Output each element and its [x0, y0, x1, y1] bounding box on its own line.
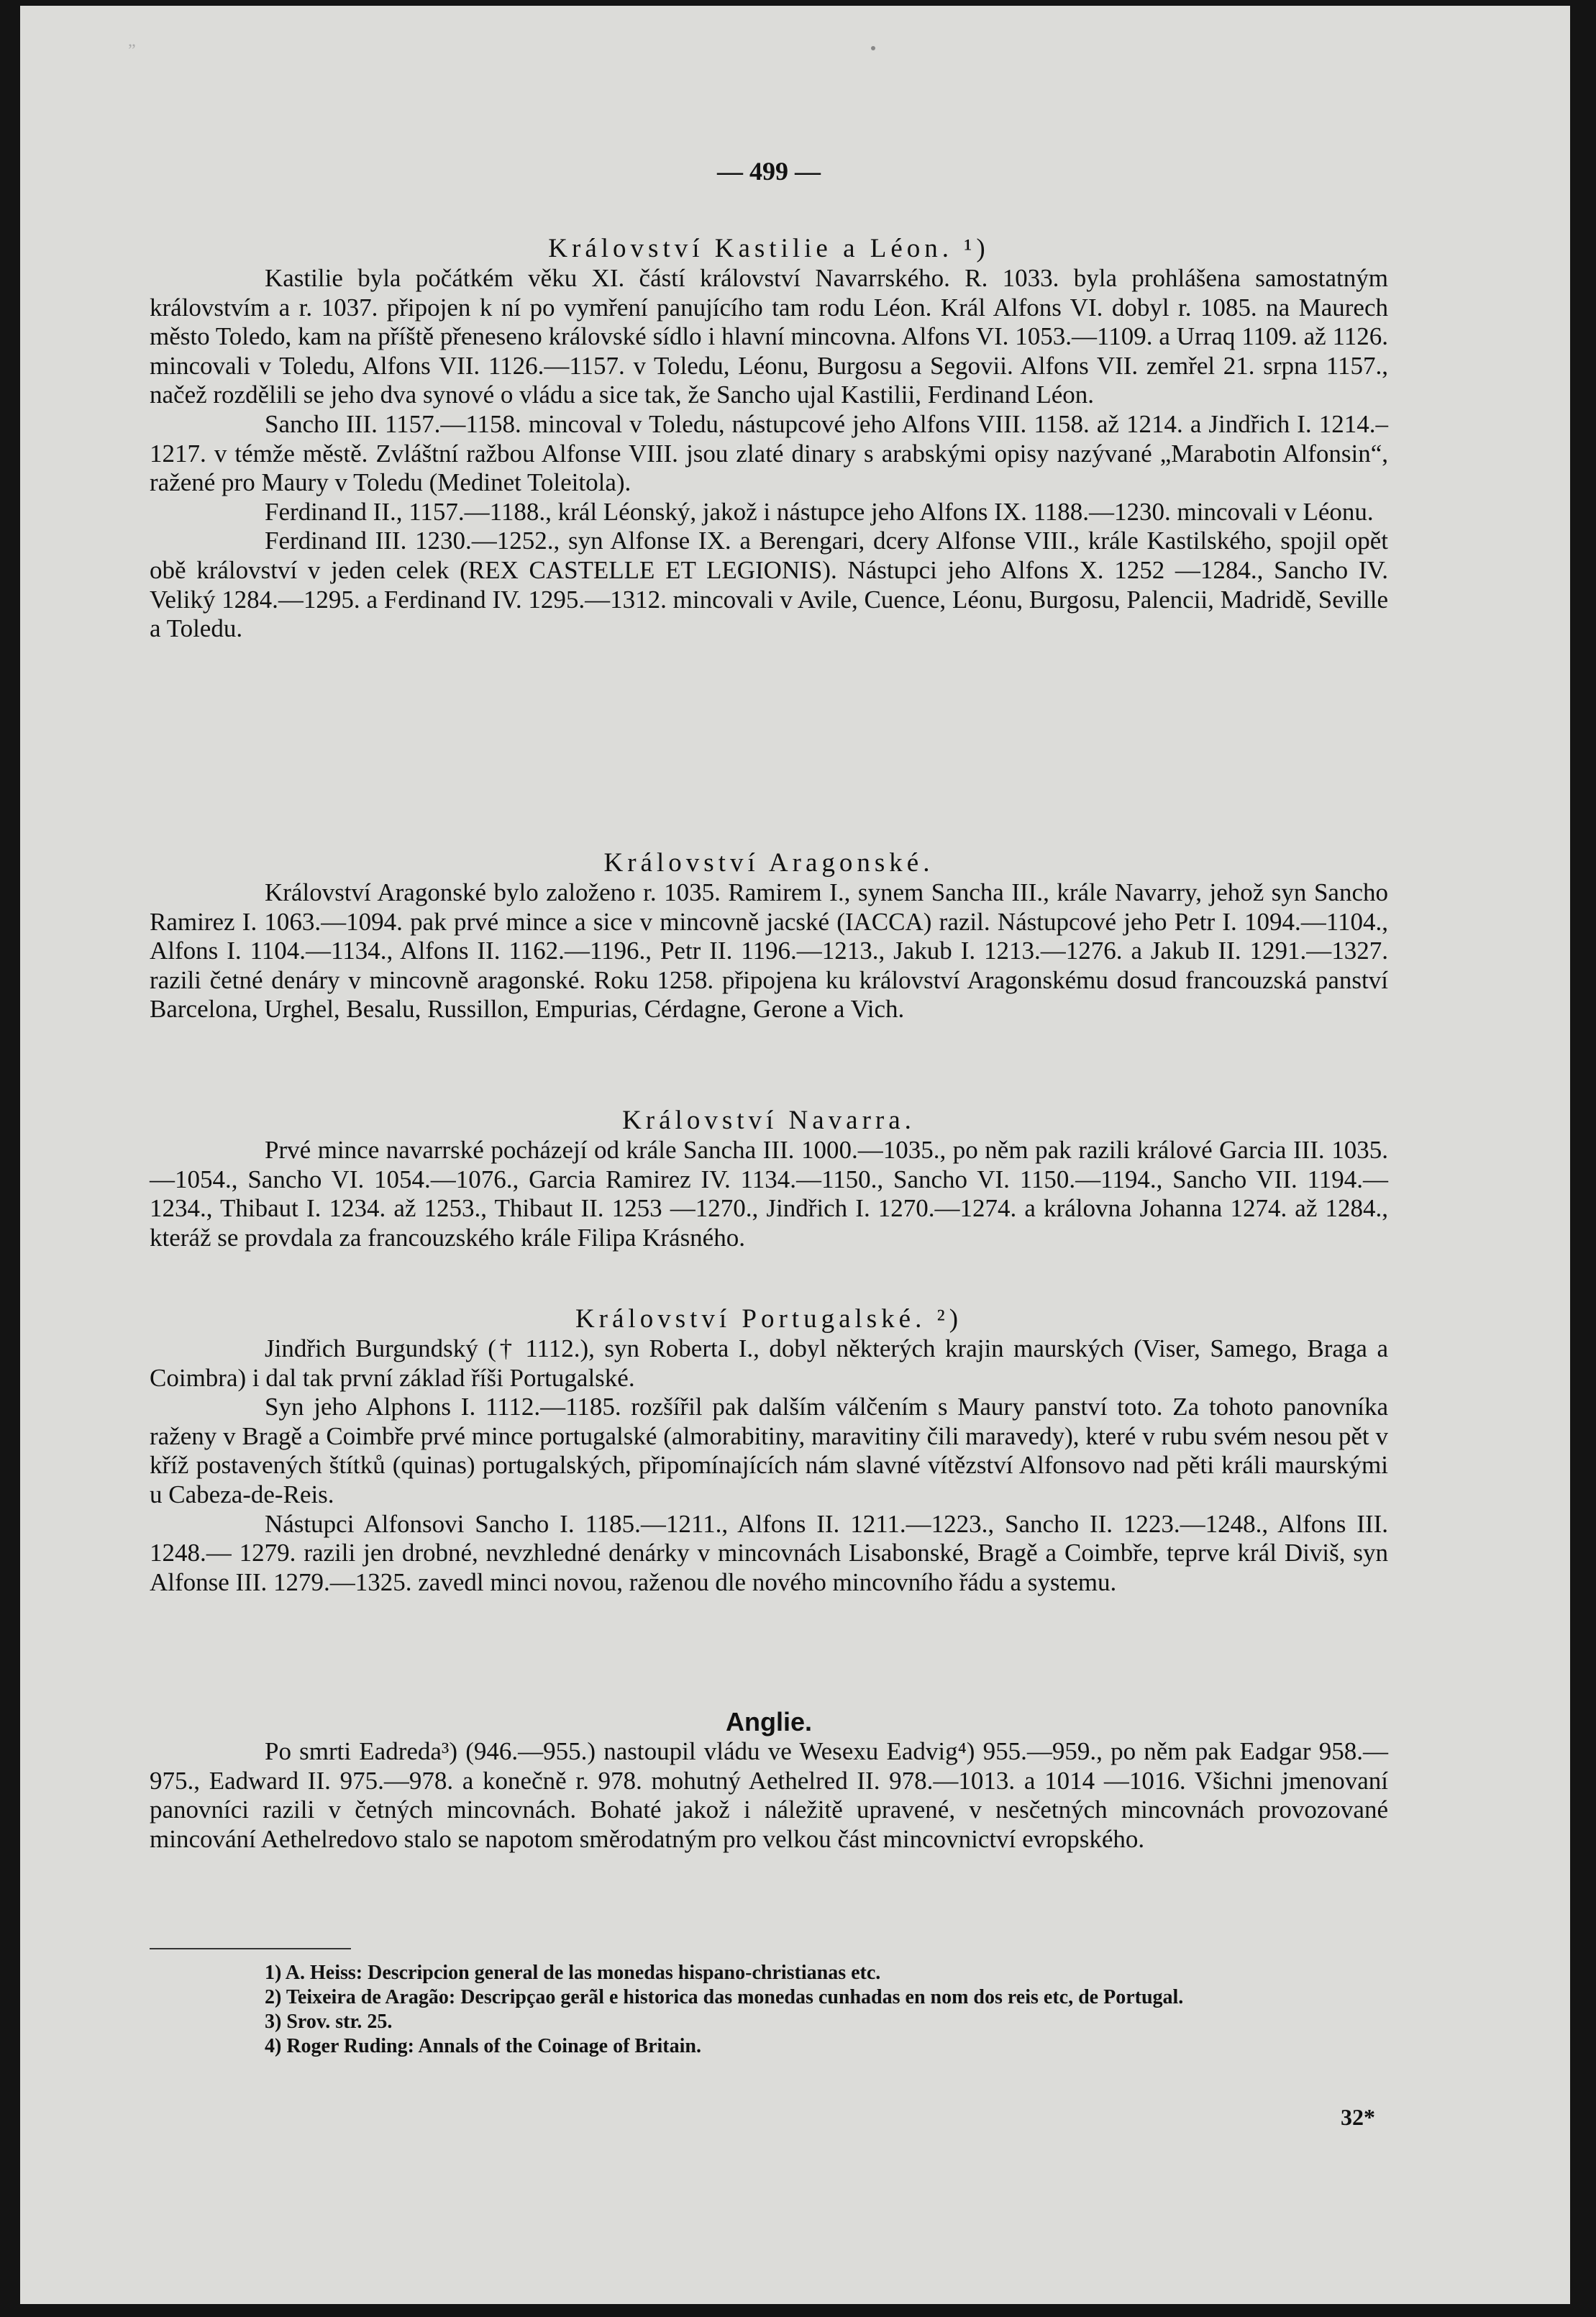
footnote: 2) Teixeira de Aragão: Descripçao gerãl e historica das monedas cunhadas en nom dos reis etc, de Portugal.	[265, 1986, 1184, 2008]
paragraph: Prvé mince navarrské pocházejí od krále Sancha III. 1000.—1035., po něm pak razili králové Garcia III. 1035.—1054., Sancho VI. 1054.—1076., Garcia Ramirez IV. 1134.—1150., Sancho VI. 1150.—1194., Sancho VII. 1194.—1234., Thibaut I. 1234. až 1253., Thibaut II. 1253 —1270., Jindřich I. 1270.—1274. a královna Johanna 1274. až 1284., kteráž se provdala za francouzského krále Filipa Krásného.	[150, 1136, 1388, 1252]
footnote-rule	[150, 1948, 351, 1949]
section-anglie	[150, 1708, 1388, 1854]
section-kastilie	[150, 235, 1388, 644]
footnote: 3) Srov. str. 25.	[265, 2011, 393, 2033]
paragraph: Ferdinand III. 1230.—1252., syn Alfonse IX. a Berengari, dcery Alfonse VIII., krále Kastilského, spojil opět obě království v jeden celek (REX CASTELLE ET LEGIONIS). Nástupci jeho Alfons X. 1252 —1284., Sancho IV. Veliký 1284.—1295. a Ferdinand IV. 1295.—1312. mincovali v Avile, Cuence, Léonu, Burgosu, Palencii, Madridě, Seville a Toledu.	[150, 527, 1388, 643]
section-heading: Království Aragonské.	[603, 848, 934, 878]
paragraph: Sancho III. 1157.—1158. mincoval v Toledu, nástupcové jeho Alfons VIII. 1158. až 1214. a Jindřich I. 1214.–1217. v témže městě. Zvláštní ražbou Alfonse VIII. jsou zlaté dinary s arabskými opisy nazývané „Marabotin Alfonsin“, ražené pro Maury v Toledu (Medinet Toleitola).	[150, 409, 1388, 497]
paragraph: Syn jeho Alphons I. 1112.—1185. rozšířil pak dalším válčením s Maury panství toto. Za tohoto panovníka raženy v Bragě a Coimbře prvé mince portugalské (almorabitiny, maravitiny čili maravedy), které v rubu svém nesou pět v kříž postavených štítků (quinas) portugalských, připomínajících nám slavné vítězství Alfonsovo nad pěti králi maurskými u Cabeza-de-Reis.	[150, 1393, 1388, 1508]
section-navarra	[150, 1106, 1388, 1252]
footnotes	[150, 1961, 1388, 2059]
section-portugal	[150, 1305, 1388, 1597]
paragraph: Jindřich Burgundský († 1112.), syn Roberta I., dobyl některých krajin maurských (Viser, Samego, Braga a Coimbra) i dal tak první základ říši Portugalské.	[150, 1334, 1388, 1392]
footnote: 4) Roger Ruding: Annals of the Coinage of Britain.	[265, 2035, 701, 2057]
paragraph: Kastilie byla počátkém věku XI. částí království Navarrského. R. 1033. byla prohlášena samostatným královstvím a r. 1037. připojen k ní po vymření panujícího tam rodu Léon. Král Alfons VI. dobyl r. 1085. na Maurech město Toledo, kam na příště přeneseno královské sídlo i hlavní mincovna. Alfons VI. 1053.—1109. a Urraq 1109. až 1126. mincovali v Toledu, Alfons VII. 1126.—1157. v Toledu, Léonu, Burgosu a Segovii. Alfons VII. zemřel 21. srpna 1157., načež rozdělili se jeho dva synové o vládu a sice tak, že Sancho ujal Kastilii, Ferdinand Léon.	[150, 264, 1388, 409]
printer-signature: 32*	[1341, 2104, 1375, 2130]
margin-mark: „	[128, 32, 136, 50]
section-aragon	[150, 849, 1388, 1024]
page-number: — 499 —	[717, 157, 821, 186]
section-heading: Anglie.	[725, 1707, 812, 1736]
section-heading: Království Kastilie a Léon. ¹)	[548, 234, 990, 263]
paragraph: Království Aragonské bylo založeno r. 1035. Ramirem I., synem Sancha III., krále Navarry, jehož syn Sancho Ramirez I. 1063.—1094. pak prvé mince a sice v mincovně jacské (IACCA) razil. Nástupcové jeho Petr I. 1094.—1104., Alfons I. 1104.—1134., Alfons II. 1162.—1196., Petr II. 1196.—1213., Jakub I. 1213.—1276. a Jakub II. 1291.—1327. razili četné denáry v mincovně aragonské. Roku 1258. připojena ku království Aragonskému dosud francouzská panství Barcelona, Urghel, Besalu, Russillon, Empurias, Cérdagne, Gerone a Vich.	[150, 878, 1388, 1024]
scan-speck	[871, 46, 875, 50]
paragraph: Ferdinand II., 1157.—1188., král Léonský, jakož i nástupce jeho Alfons IX. 1188.—1230. mincovali v Léonu.	[265, 497, 1374, 526]
section-heading: Království Navarra.	[622, 1106, 916, 1135]
scanned-page	[20, 6, 1570, 2304]
section-heading: Království Portugalské. ²)	[575, 1304, 963, 1334]
paragraph: Nástupci Alfonsovi Sancho I. 1185.—1211., Alfons II. 1211.—1223., Sancho II. 1223.—1248., Alfons III. 1248.— 1279. razili jen drobné, nevzhledné denárky v mincovnách Lisabonské, Bragě a Coimbře, teprve král Diviš, syn Alfonse III. 1279.—1325. zavedl minci novou, raženou dle nového mincovního řádu a systemu.	[150, 1509, 1388, 1596]
footnote: 1) A. Heiss: Descripcion general de las monedas hispano-christianas etc.	[265, 1962, 881, 1984]
paragraph: Po smrti Eadreda³) (946.—955.) nastoupil vládu ve Wesexu Eadvig⁴) 955.—959., po něm pak Eadgar 958.—975., Eadward II. 975.—978. a konečně r. 978. mohutný Aethelred II. 978.—1013. a 1014 —1016. Všichni jmenovaní panovníci razili v četných mincovnách. Bohaté jakož i náležitě upravené, v nesčetných mincovnách provozované mincování Aethelredovo stalo se napotom směrodatným pro velkou část mincovnictví evropského.	[150, 1737, 1388, 1853]
